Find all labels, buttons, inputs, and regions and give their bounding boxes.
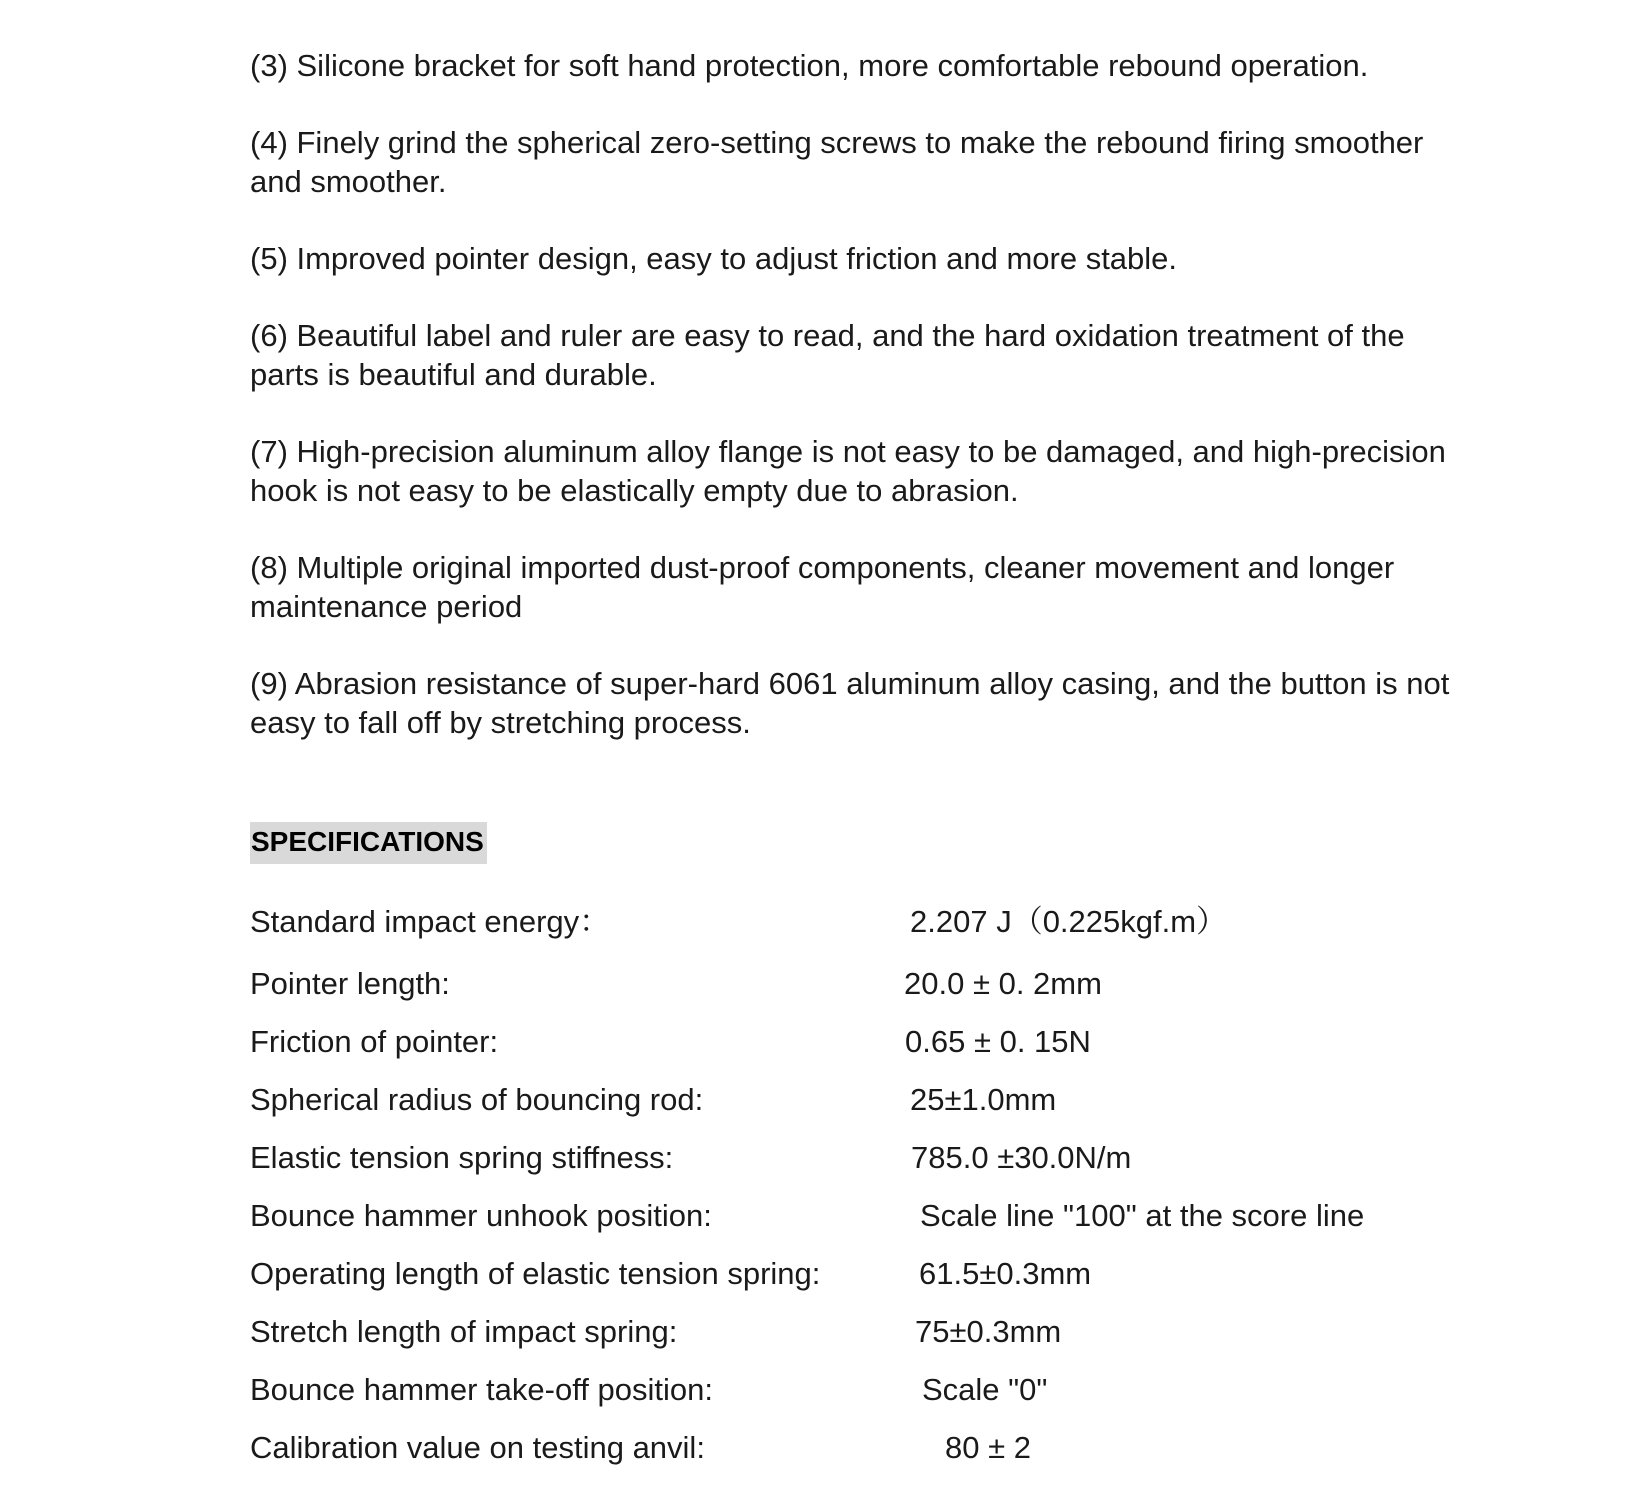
spec-label: Bounce hammer unhook position: <box>250 1198 712 1233</box>
spec-label: Operating length of elastic tension spring: <box>250 1256 821 1291</box>
spec-row <box>250 1020 1510 1064</box>
spec-value: 61.5±0.3mm <box>919 1256 1092 1291</box>
spec-value: Scale line "100" at the score line <box>920 1198 1365 1233</box>
spec-label: Bounce hammer take-off position: <box>250 1372 713 1407</box>
spec-row <box>250 1194 1510 1238</box>
spec-value: 25±1.0mm <box>910 1082 1057 1117</box>
spec-row <box>250 1136 1510 1180</box>
feature-item: (6) Beautiful label and ruler are easy to read, and the hard oxidation treatment of the parts is beautiful and durable. <box>250 318 1405 392</box>
feature-item: (3) Silicone bracket for soft hand protection, more comfortable rebound operation. <box>250 48 1369 83</box>
spec-label: Calibration value on testing anvil: <box>250 1430 705 1465</box>
spec-label: Pointer length: <box>250 966 450 1001</box>
feature-list <box>250 46 1450 780</box>
feature-item: (7) High-precision aluminum alloy flange is not easy to be damaged, and high-precision hook is not easy to be elastically empty due to abrasion. <box>250 434 1446 508</box>
spec-value: 0.65 ± 0. 15N <box>905 1024 1091 1059</box>
spec-row <box>250 1078 1510 1122</box>
spec-label: Spherical radius of bouncing rod: <box>250 1082 704 1117</box>
feature-item: (5) Improved pointer design, easy to adjust friction and more stable. <box>250 241 1178 276</box>
feature-item: (8) Multiple original imported dust-proof components, cleaner movement and longer maintenance period <box>250 550 1395 624</box>
spec-row <box>250 900 1510 944</box>
spec-label: Stretch length of impact spring: <box>250 1314 678 1349</box>
spec-value: 75±0.3mm <box>915 1314 1062 1349</box>
feature-item: (9) Abrasion resistance of super-hard 6061 aluminum alloy casing, and the button is not easy to fall off by stretching process. <box>250 666 1450 740</box>
spec-value: 785.0 ±30.0N/m <box>911 1140 1132 1175</box>
spec-value: 20.0 ± 0. 2mm <box>904 966 1102 1001</box>
spec-label: Friction of pointer: <box>250 1024 499 1059</box>
spec-label: Elastic tension spring stiffness: <box>250 1140 674 1175</box>
spec-row <box>250 1368 1510 1412</box>
spec-row <box>250 1252 1510 1296</box>
spec-row <box>250 962 1510 1006</box>
spec-value: 80 ± 2 <box>945 1430 1031 1465</box>
spec-row <box>250 1310 1510 1354</box>
specifications-heading: SPECIFICATIONS <box>250 822 487 864</box>
feature-item: (4) Finely grind the spherical zero-setting screws to make the rebound firing smoother and smoother. <box>250 125 1424 199</box>
spec-label: Standard impact energy： <box>250 904 611 939</box>
spec-row <box>250 1426 1510 1470</box>
spec-value: 2.207 J（0.225kgf.m） <box>910 904 1228 939</box>
spec-value: Scale "0" <box>922 1372 1048 1407</box>
